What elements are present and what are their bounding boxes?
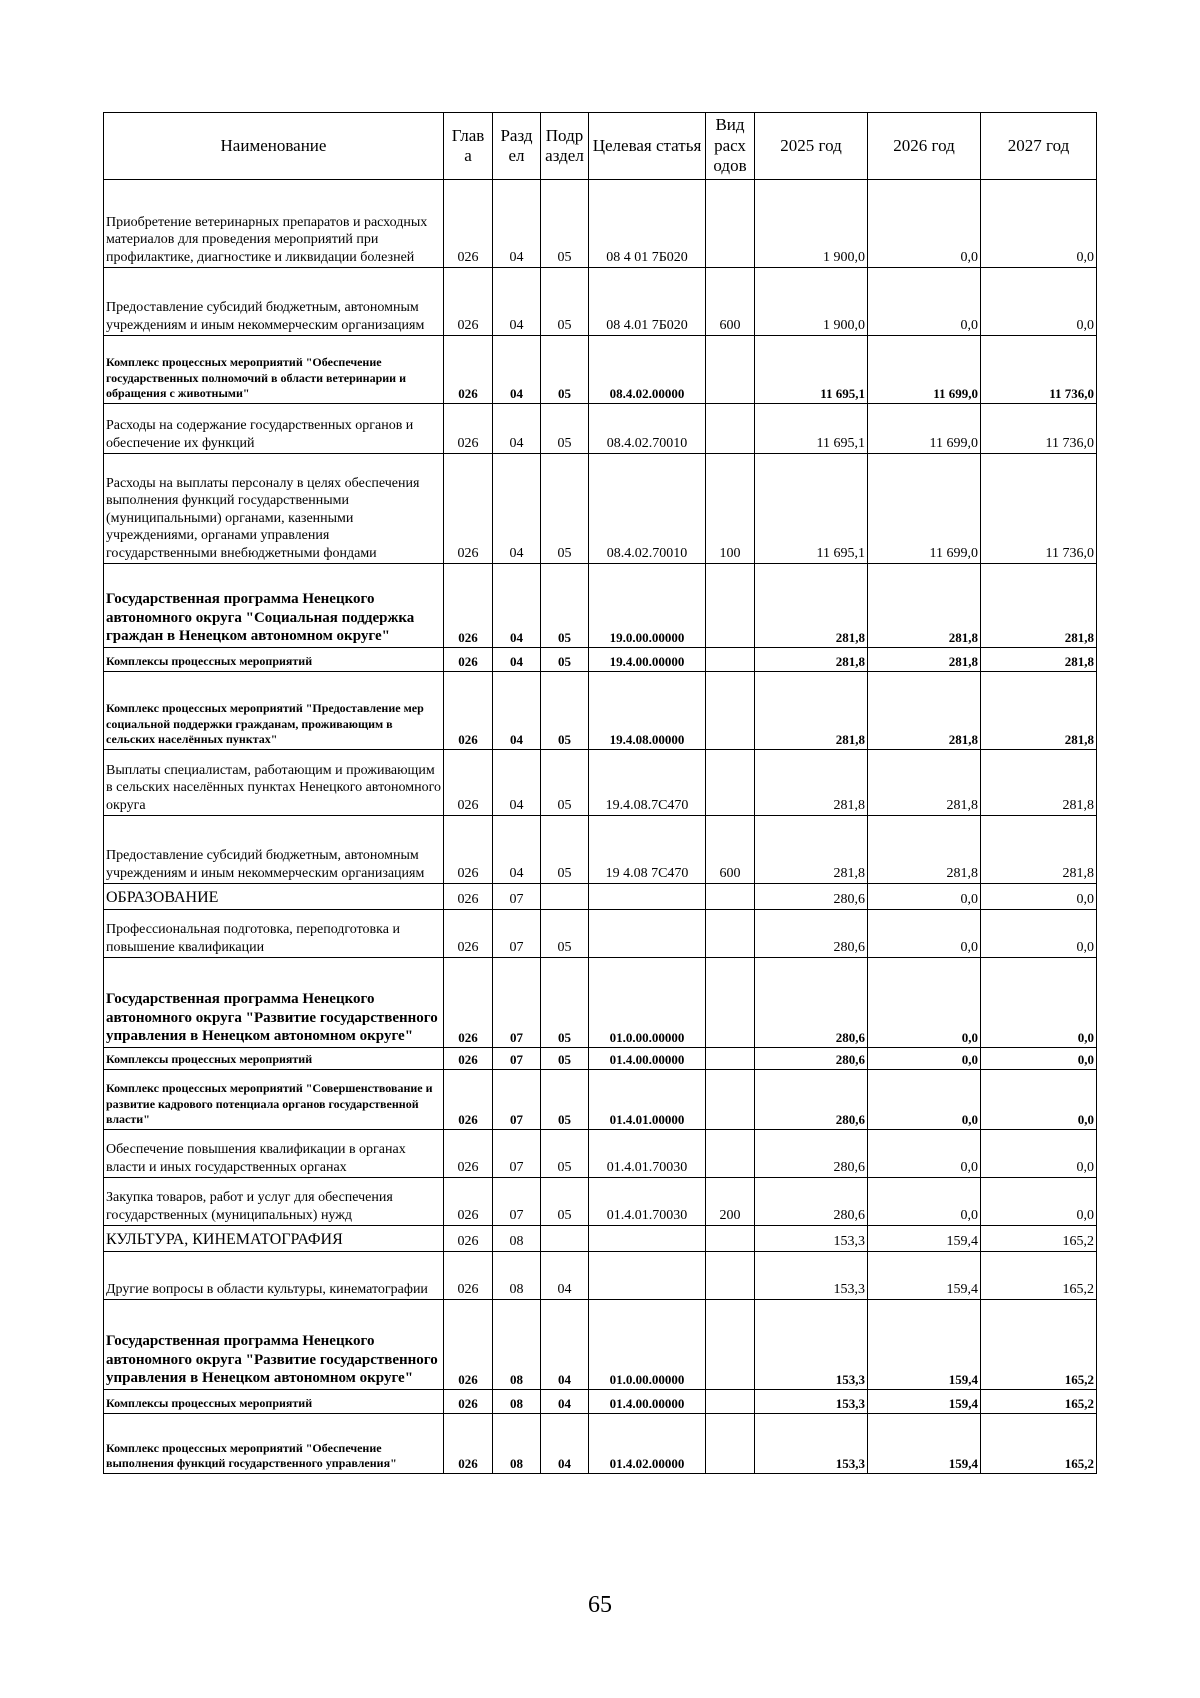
row-celevaya: 08 4.01 7Б020 bbox=[589, 268, 706, 336]
row-vid bbox=[706, 750, 755, 816]
row-name: Обеспечение повышения квалификации в органах власти и иных государственных органах bbox=[104, 1130, 444, 1178]
row-razdel: 04 bbox=[493, 816, 541, 884]
header-podrazdel: Подр аздел bbox=[541, 113, 589, 180]
row-name: Закупка товаров, работ и услуг для обеспечения государственных (муниципальных) нужд bbox=[104, 1178, 444, 1226]
row-glava: 026 bbox=[444, 1226, 493, 1252]
row-2026: 11 699,0 bbox=[868, 404, 981, 454]
row-2025: 281,8 bbox=[755, 816, 868, 884]
row-2026: 0,0 bbox=[868, 884, 981, 910]
row-2026: 0,0 bbox=[868, 910, 981, 958]
row-2027: 281,8 bbox=[981, 564, 1097, 648]
row-name: Выплаты специалистам, работающим и проживающим в сельских населённых пунктах Ненецкого автономного округа bbox=[104, 750, 444, 816]
row-name: Профессиональная подготовка, переподготовка и повышение квалификации bbox=[104, 910, 444, 958]
row-podrazdel: 05 bbox=[541, 672, 589, 750]
row-name: Предоставление субсидий бюджетным, автономным учреждениям и иным некоммерческим организациям bbox=[104, 268, 444, 336]
row-2026: 0,0 bbox=[868, 268, 981, 336]
row-vid bbox=[706, 1414, 755, 1474]
header-razdel: Разд ел bbox=[493, 113, 541, 180]
row-vid bbox=[706, 648, 755, 672]
row-name: Расходы на содержание государственных органов и обеспечение их функций bbox=[104, 404, 444, 454]
row-glava: 026 bbox=[444, 268, 493, 336]
header-2027: 2027 год bbox=[981, 113, 1097, 180]
row-name: Государственная программа Ненецкого автономного округа "Социальная поддержка граждан в Ненецком автономном округе" bbox=[104, 564, 444, 648]
header-name: Наименование bbox=[104, 113, 444, 180]
table-row bbox=[104, 1048, 1097, 1070]
row-celevaya: 01.0.00.00000 bbox=[589, 958, 706, 1048]
row-2026: 0,0 bbox=[868, 958, 981, 1048]
row-razdel: 04 bbox=[493, 564, 541, 648]
row-2027: 0,0 bbox=[981, 1070, 1097, 1130]
row-2026: 0,0 bbox=[868, 1070, 981, 1130]
row-vid: 200 bbox=[706, 1178, 755, 1226]
row-razdel: 04 bbox=[493, 454, 541, 564]
table-row bbox=[104, 910, 1097, 958]
row-2026: 281,8 bbox=[868, 816, 981, 884]
row-podrazdel: 05 bbox=[541, 958, 589, 1048]
row-vid bbox=[706, 958, 755, 1048]
row-glava: 026 bbox=[444, 648, 493, 672]
row-2027: 0,0 bbox=[981, 910, 1097, 958]
row-celevaya: 19.4.08.00000 bbox=[589, 672, 706, 750]
row-2027: 281,8 bbox=[981, 648, 1097, 672]
row-name: Комплексы процессных мероприятий bbox=[104, 1390, 444, 1414]
row-podrazdel bbox=[541, 884, 589, 910]
header-vid: Вид расх одов bbox=[706, 113, 755, 180]
row-2026: 0,0 bbox=[868, 1048, 981, 1070]
row-2026: 0,0 bbox=[868, 1178, 981, 1226]
row-2026: 281,8 bbox=[868, 648, 981, 672]
row-glava: 026 bbox=[444, 672, 493, 750]
row-2026: 159,4 bbox=[868, 1252, 981, 1300]
row-razdel: 04 bbox=[493, 750, 541, 816]
row-vid bbox=[706, 1226, 755, 1252]
row-celevaya bbox=[589, 884, 706, 910]
row-vid bbox=[706, 1252, 755, 1300]
table-row bbox=[104, 180, 1097, 268]
row-razdel: 08 bbox=[493, 1252, 541, 1300]
row-2027: 165,2 bbox=[981, 1252, 1097, 1300]
row-celevaya: 19 4.08 7С470 bbox=[589, 816, 706, 884]
header-celevaya: Целевая статья bbox=[589, 113, 706, 180]
table-row bbox=[104, 648, 1097, 672]
row-name: Комплекс процессных мероприятий "Обеспечение государственных полномочий в области ветеринарии и обращения с животными" bbox=[104, 336, 444, 404]
row-podrazdel: 05 bbox=[541, 404, 589, 454]
row-name: Комплекс процессных мероприятий "Совершенствование и развитие кадрового потенциала органов государственной власти" bbox=[104, 1070, 444, 1130]
row-glava: 026 bbox=[444, 336, 493, 404]
row-2025: 281,8 bbox=[755, 672, 868, 750]
row-podrazdel: 05 bbox=[541, 180, 589, 268]
row-celevaya: 01.4.00.00000 bbox=[589, 1048, 706, 1070]
row-celevaya: 01.0.00.00000 bbox=[589, 1300, 706, 1390]
row-2025: 281,8 bbox=[755, 648, 868, 672]
row-razdel: 04 bbox=[493, 404, 541, 454]
row-celevaya: 01.4.01.70030 bbox=[589, 1130, 706, 1178]
row-2025: 1 900,0 bbox=[755, 268, 868, 336]
row-glava: 026 bbox=[444, 884, 493, 910]
row-2027: 0,0 bbox=[981, 1178, 1097, 1226]
row-vid bbox=[706, 1130, 755, 1178]
row-razdel: 07 bbox=[493, 1070, 541, 1130]
row-name: КУЛЬТУРА, КИНЕМАТОГРАФИЯ bbox=[104, 1226, 444, 1252]
row-razdel: 08 bbox=[493, 1226, 541, 1252]
row-podrazdel: 05 bbox=[541, 1048, 589, 1070]
row-vid bbox=[706, 910, 755, 958]
table-header-row bbox=[104, 113, 1097, 180]
row-podrazdel: 05 bbox=[541, 1070, 589, 1130]
row-podrazdel: 05 bbox=[541, 454, 589, 564]
row-celevaya: 19.0.00.00000 bbox=[589, 564, 706, 648]
row-2027: 0,0 bbox=[981, 1048, 1097, 1070]
row-2025: 11 695,1 bbox=[755, 404, 868, 454]
row-razdel: 07 bbox=[493, 1130, 541, 1178]
row-glava: 026 bbox=[444, 1390, 493, 1414]
row-celevaya bbox=[589, 1226, 706, 1252]
row-razdel: 04 bbox=[493, 268, 541, 336]
row-podrazdel: 05 bbox=[541, 648, 589, 672]
row-2025: 153,3 bbox=[755, 1414, 868, 1474]
row-razdel: 04 bbox=[493, 648, 541, 672]
row-2027: 11 736,0 bbox=[981, 336, 1097, 404]
row-razdel: 04 bbox=[493, 180, 541, 268]
row-2026: 159,4 bbox=[868, 1300, 981, 1390]
row-name: Другие вопросы в области культуры, кинематографии bbox=[104, 1252, 444, 1300]
row-2026: 11 699,0 bbox=[868, 336, 981, 404]
row-glava: 026 bbox=[444, 1252, 493, 1300]
row-razdel: 08 bbox=[493, 1390, 541, 1414]
row-glava: 026 bbox=[444, 1414, 493, 1474]
table-row bbox=[104, 564, 1097, 648]
row-razdel: 08 bbox=[493, 1300, 541, 1390]
row-celevaya: 01.4.02.00000 bbox=[589, 1414, 706, 1474]
row-celevaya: 19.4.00.00000 bbox=[589, 648, 706, 672]
row-2026: 0,0 bbox=[868, 1130, 981, 1178]
row-podrazdel: 05 bbox=[541, 816, 589, 884]
row-2026: 159,4 bbox=[868, 1226, 981, 1252]
row-podrazdel: 05 bbox=[541, 1130, 589, 1178]
row-2027: 165,2 bbox=[981, 1300, 1097, 1390]
row-razdel: 08 bbox=[493, 1414, 541, 1474]
row-celevaya: 08.4.02.00000 bbox=[589, 336, 706, 404]
row-glava: 026 bbox=[444, 180, 493, 268]
row-vid bbox=[706, 1300, 755, 1390]
table-row bbox=[104, 958, 1097, 1048]
row-name: Расходы на выплаты персоналу в целях обеспечения выполнения функций государственными (муниципальными) органами, казенными учреждениями, органами управления государственными внебюджетными фондами bbox=[104, 454, 444, 564]
row-2026: 159,4 bbox=[868, 1390, 981, 1414]
row-podrazdel: 05 bbox=[541, 268, 589, 336]
row-2027: 0,0 bbox=[981, 884, 1097, 910]
table-row bbox=[104, 750, 1097, 816]
header-2026: 2026 год bbox=[868, 113, 981, 180]
row-podrazdel bbox=[541, 1226, 589, 1252]
table-row bbox=[104, 1178, 1097, 1226]
row-glava: 026 bbox=[444, 454, 493, 564]
row-2025: 280,6 bbox=[755, 1130, 868, 1178]
row-vid bbox=[706, 1390, 755, 1414]
table-row bbox=[104, 1300, 1097, 1390]
row-podrazdel: 04 bbox=[541, 1252, 589, 1300]
row-name: Приобретение ветеринарных препаратов и расходных материалов для проведения мероприятий при профилактике, диагностике и ликвидации болезней bbox=[104, 180, 444, 268]
row-razdel: 04 bbox=[493, 672, 541, 750]
header-glava: Глав а bbox=[444, 113, 493, 180]
row-2025: 280,6 bbox=[755, 910, 868, 958]
row-2027: 165,2 bbox=[981, 1414, 1097, 1474]
row-2025: 281,8 bbox=[755, 750, 868, 816]
row-celevaya: 08.4.02.70010 bbox=[589, 404, 706, 454]
row-podrazdel: 05 bbox=[541, 750, 589, 816]
table-row bbox=[104, 1130, 1097, 1178]
row-2027: 165,2 bbox=[981, 1226, 1097, 1252]
table-row bbox=[104, 404, 1097, 454]
row-2025: 153,3 bbox=[755, 1390, 868, 1414]
row-glava: 026 bbox=[444, 1178, 493, 1226]
row-2027: 11 736,0 bbox=[981, 454, 1097, 564]
row-2025: 280,6 bbox=[755, 958, 868, 1048]
row-podrazdel: 05 bbox=[541, 1178, 589, 1226]
row-2026: 11 699,0 bbox=[868, 454, 981, 564]
row-2025: 153,3 bbox=[755, 1300, 868, 1390]
row-glava: 026 bbox=[444, 1300, 493, 1390]
row-2027: 281,8 bbox=[981, 816, 1097, 884]
table-row bbox=[104, 336, 1097, 404]
row-name: Предоставление субсидий бюджетным, автономным учреждениям и иным некоммерческим организациям bbox=[104, 816, 444, 884]
table-row bbox=[104, 1226, 1097, 1252]
row-2026: 0,0 bbox=[868, 180, 981, 268]
row-2025: 1 900,0 bbox=[755, 180, 868, 268]
table-row bbox=[104, 816, 1097, 884]
row-2025: 280,6 bbox=[755, 884, 868, 910]
row-glava: 026 bbox=[444, 816, 493, 884]
row-razdel: 07 bbox=[493, 884, 541, 910]
row-2025: 153,3 bbox=[755, 1226, 868, 1252]
row-2027: 281,8 bbox=[981, 750, 1097, 816]
row-name: Комплексы процессных мероприятий bbox=[104, 648, 444, 672]
row-glava: 026 bbox=[444, 958, 493, 1048]
row-vid: 100 bbox=[706, 454, 755, 564]
row-name: Государственная программа Ненецкого автономного округа "Развитие государственного управления в Ненецком автономном округе" bbox=[104, 958, 444, 1048]
table-row bbox=[104, 884, 1097, 910]
row-2025: 281,8 bbox=[755, 564, 868, 648]
row-podrazdel: 05 bbox=[541, 336, 589, 404]
row-celevaya: 01.4.01.70030 bbox=[589, 1178, 706, 1226]
row-2027: 0,0 bbox=[981, 958, 1097, 1048]
row-razdel: 07 bbox=[493, 910, 541, 958]
row-celevaya: 19.4.08.7С470 bbox=[589, 750, 706, 816]
table-row bbox=[104, 1414, 1097, 1474]
row-vid: 600 bbox=[706, 268, 755, 336]
row-2025: 11 695,1 bbox=[755, 336, 868, 404]
row-2026: 281,8 bbox=[868, 672, 981, 750]
row-razdel: 07 bbox=[493, 1178, 541, 1226]
row-glava: 026 bbox=[444, 1048, 493, 1070]
row-celevaya: 01.4.00.00000 bbox=[589, 1390, 706, 1414]
row-glava: 026 bbox=[444, 564, 493, 648]
row-vid bbox=[706, 1048, 755, 1070]
row-podrazdel: 05 bbox=[541, 564, 589, 648]
row-name: Государственная программа Ненецкого автономного округа "Развитие государственного управления в Ненецком автономном округе" bbox=[104, 1300, 444, 1390]
table-row bbox=[104, 454, 1097, 564]
header-2025: 2025 год bbox=[755, 113, 868, 180]
row-2026: 159,4 bbox=[868, 1414, 981, 1474]
row-podrazdel: 04 bbox=[541, 1414, 589, 1474]
row-2027: 0,0 bbox=[981, 1130, 1097, 1178]
table-row bbox=[104, 1070, 1097, 1130]
row-razdel: 07 bbox=[493, 1048, 541, 1070]
row-vid bbox=[706, 564, 755, 648]
row-vid bbox=[706, 404, 755, 454]
row-glava: 026 bbox=[444, 750, 493, 816]
row-razdel: 04 bbox=[493, 336, 541, 404]
row-glava: 026 bbox=[444, 910, 493, 958]
row-2025: 11 695,1 bbox=[755, 454, 868, 564]
table-row bbox=[104, 268, 1097, 336]
row-2025: 280,6 bbox=[755, 1178, 868, 1226]
row-vid bbox=[706, 336, 755, 404]
row-2027: 281,8 bbox=[981, 672, 1097, 750]
row-2026: 281,8 bbox=[868, 750, 981, 816]
row-celevaya bbox=[589, 1252, 706, 1300]
row-vid: 600 bbox=[706, 816, 755, 884]
row-podrazdel: 04 bbox=[541, 1390, 589, 1414]
row-2027: 165,2 bbox=[981, 1390, 1097, 1414]
row-vid bbox=[706, 180, 755, 268]
page-number: 65 bbox=[588, 1592, 612, 1618]
row-2027: 11 736,0 bbox=[981, 404, 1097, 454]
table-row bbox=[104, 672, 1097, 750]
row-name: Комплекс процессных мероприятий "Обеспечение выполнения функций государственного управления" bbox=[104, 1414, 444, 1474]
row-name: ОБРАЗОВАНИЕ bbox=[104, 884, 444, 910]
row-2027: 0,0 bbox=[981, 268, 1097, 336]
table-row bbox=[104, 1390, 1097, 1414]
row-glava: 026 bbox=[444, 1070, 493, 1130]
row-glava: 026 bbox=[444, 404, 493, 454]
row-razdel: 07 bbox=[493, 958, 541, 1048]
row-celevaya: 01.4.01.00000 bbox=[589, 1070, 706, 1130]
row-vid bbox=[706, 1070, 755, 1130]
row-2025: 153,3 bbox=[755, 1252, 868, 1300]
budget-table bbox=[103, 112, 1097, 1474]
row-celevaya bbox=[589, 910, 706, 958]
row-podrazdel: 04 bbox=[541, 1300, 589, 1390]
row-podrazdel: 05 bbox=[541, 910, 589, 958]
row-name: Комплексы процессных мероприятий bbox=[104, 1048, 444, 1070]
row-2025: 280,6 bbox=[755, 1070, 868, 1130]
table-row bbox=[104, 1252, 1097, 1300]
row-celevaya: 08 4 01 7Б020 bbox=[589, 180, 706, 268]
row-glava: 026 bbox=[444, 1130, 493, 1178]
row-celevaya: 08.4.02.70010 bbox=[589, 454, 706, 564]
row-vid bbox=[706, 884, 755, 910]
row-name: Комплекс процессных мероприятий "Предоставление мер социальной поддержки гражданам, проживающим в сельских населённых пунктах" bbox=[104, 672, 444, 750]
row-vid bbox=[706, 672, 755, 750]
row-2025: 280,6 bbox=[755, 1048, 868, 1070]
row-2026: 281,8 bbox=[868, 564, 981, 648]
row-2027: 0,0 bbox=[981, 180, 1097, 268]
